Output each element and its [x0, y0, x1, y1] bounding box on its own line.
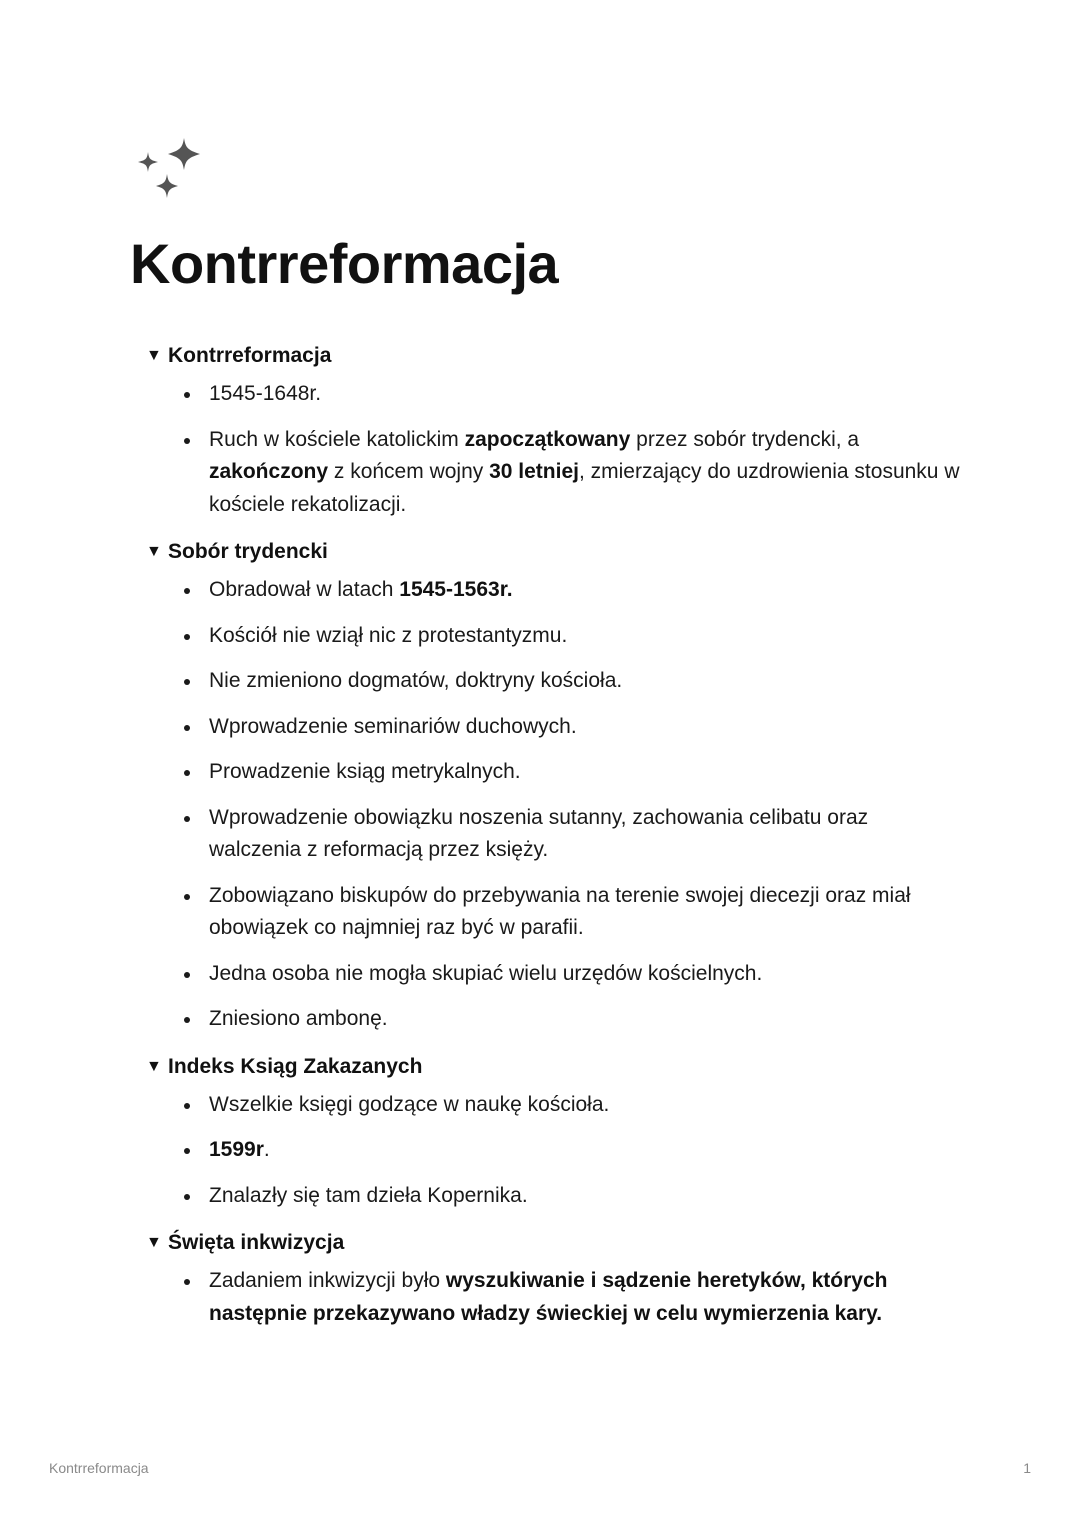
list-item — [184, 880, 966, 945]
bullet-list — [146, 1265, 966, 1330]
text-run: Znalazły się tam dzieła Kopernika. — [209, 1183, 528, 1207]
text-run: Obradował w latach — [209, 578, 400, 601]
bold-text: wyszukiwanie i sądzenie heretyków, których następnie przekazywano władzy świeckiej w celu wymierzenia kary. — [209, 1269, 888, 1325]
triangle-down-icon[interactable]: ▼ — [146, 1234, 162, 1251]
text-run: Zadaniem inkwizycji było — [209, 1269, 446, 1292]
list-item — [184, 802, 966, 867]
list-item — [184, 665, 966, 698]
list-item — [184, 711, 966, 744]
text-run: Jedna osoba nie mogła skupiać wielu urzędów kościelnych. — [209, 961, 763, 985]
toggle-section — [146, 1049, 966, 1213]
toggle-title: Kontrreformacja — [168, 344, 332, 367]
sparkles-icon — [136, 138, 204, 202]
toggle-title: Indeks Ksiąg Zakazanych — [168, 1054, 423, 1078]
text-run: z końcem wojny — [328, 460, 490, 483]
text-run: Zniesiono ambonę. — [209, 1007, 388, 1030]
list-item — [184, 574, 966, 607]
triangle-down-icon[interactable]: ▼ — [146, 1057, 162, 1075]
bold-text: zapoczątkowany — [464, 427, 631, 451]
text-run: Ruch w kościele katolickim — [209, 427, 465, 451]
triangle-down-icon[interactable]: ▼ — [146, 543, 162, 560]
page-content — [146, 338, 966, 1343]
triangle-down-icon[interactable]: ▼ — [146, 347, 162, 364]
bullet-list — [146, 574, 966, 1036]
bold-text: 1599r — [209, 1138, 264, 1161]
list-item — [184, 958, 966, 991]
bullet-list — [146, 1089, 966, 1213]
footer-document-name: Kontrreformacja — [49, 1460, 149, 1476]
list-item — [184, 1089, 966, 1122]
list-item — [184, 424, 966, 522]
bold-text: 30 letniej — [489, 460, 579, 483]
text-run: 1545-1648r. — [209, 382, 322, 405]
list-item — [184, 1265, 966, 1330]
list-item — [184, 378, 966, 411]
list-item — [184, 1180, 966, 1213]
text-run: , zmierzający do uzdrowienia stosunku w kościele rekatolizacji. — [209, 460, 960, 516]
toggle-header[interactable] — [146, 534, 966, 570]
text-run: Wszelkie księgi godzące w naukę kościoła. — [209, 1092, 610, 1116]
toggle-section — [146, 338, 966, 521]
text-run: Zobowiązano biskupów do przebywania na terenie swojej diecezji oraz miał obowiązek co najmniej raz być w parafii. — [209, 883, 911, 939]
list-item — [184, 1003, 966, 1036]
list-item — [184, 756, 966, 789]
bold-text: 1545-1563r. — [399, 578, 513, 601]
toggle-header[interactable] — [146, 338, 966, 374]
toggle-header[interactable] — [146, 1225, 966, 1261]
bold-text: zakończony — [209, 460, 329, 483]
text-run: Kościół nie wziął nic z protestantyzmu. — [209, 623, 568, 647]
text-run: . — [263, 1138, 270, 1161]
toggle-header[interactable] — [146, 1049, 966, 1085]
text-run: Wprowadzenie obowiązku noszenia sutanny, zachowania celibatu oraz walczenia z reformacją przez księży. — [209, 805, 869, 861]
toggle-section — [146, 534, 966, 1036]
list-item — [184, 1134, 966, 1167]
text-run: Prowadzenie ksiąg metrykalnych. — [209, 760, 521, 783]
toggle-title: Sobór trydencki — [168, 540, 328, 563]
footer-page-number: 1 — [1023, 1460, 1031, 1476]
bullet-list — [146, 378, 966, 521]
page-title: Kontrreformacja — [130, 232, 559, 295]
text-run: Wprowadzenie seminariów duchowych. — [209, 714, 577, 738]
text-run: Nie zmieniono dogmatów, doktryny kościoła. — [209, 669, 623, 692]
text-run: przez sobór trydencki, a — [630, 427, 860, 451]
list-item — [184, 620, 966, 653]
toggle-section — [146, 1225, 966, 1330]
toggle-title: Święta inkwizycja — [168, 1231, 345, 1254]
